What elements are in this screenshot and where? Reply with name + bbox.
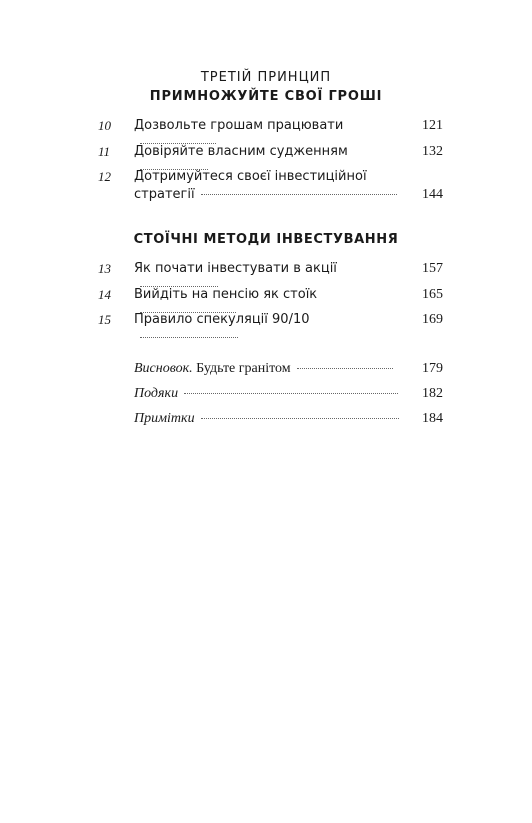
chapter-title: Правило спекуляції 90/10 (134, 311, 406, 347)
chapter-number: 10 (98, 118, 111, 133)
page-number: 184 (422, 411, 443, 426)
dot-leader (201, 417, 399, 419)
page-number: 157 (422, 261, 443, 276)
back-matter-title: Подяки (134, 385, 406, 403)
chapter-number: 14 (98, 287, 111, 302)
chapter-number: 15 (98, 312, 111, 327)
chapter-title: Як почати інвестувати в акції (134, 260, 406, 296)
dot-leader (184, 392, 398, 394)
chapter-title: Дотримуйтеся своєї інвестиційної стратегії (134, 168, 406, 204)
page-number: 169 (422, 312, 443, 327)
page-number: 179 (422, 361, 443, 376)
toc-entry[interactable] (98, 168, 443, 204)
chapter-number: 11 (98, 144, 111, 159)
chapter-title: Вийдіть на пенсію як стоїк (134, 286, 406, 322)
dot-leader (201, 193, 397, 195)
chapter-title: Дозвольте грошам працювати (134, 117, 406, 153)
page-number: 121 (422, 118, 443, 133)
page-number: 132 (422, 144, 443, 159)
back-matter-title: Висновок. Будьте гранітом (134, 360, 406, 378)
part-title: ПРИМНОЖУЙТЕ СВОЇ ГРОШІ (149, 89, 383, 104)
part-kicker: ТРЕТІЙ ПРИНЦИП (200, 70, 332, 85)
chapter-title: Довіряйте власним судженням (134, 143, 406, 179)
chapter-number: 12 (98, 169, 111, 184)
page-number: 182 (422, 386, 443, 401)
section-title: СТОЇЧНІ МЕТОДИ ІНВЕСТУВАННЯ (133, 232, 399, 247)
dot-leader (297, 367, 393, 369)
back-matter-title: Примітки (134, 410, 406, 428)
page-number: 165 (422, 287, 443, 302)
chapter-number: 13 (98, 261, 111, 276)
page-number: 144 (422, 187, 443, 202)
dot-leader (140, 336, 238, 338)
